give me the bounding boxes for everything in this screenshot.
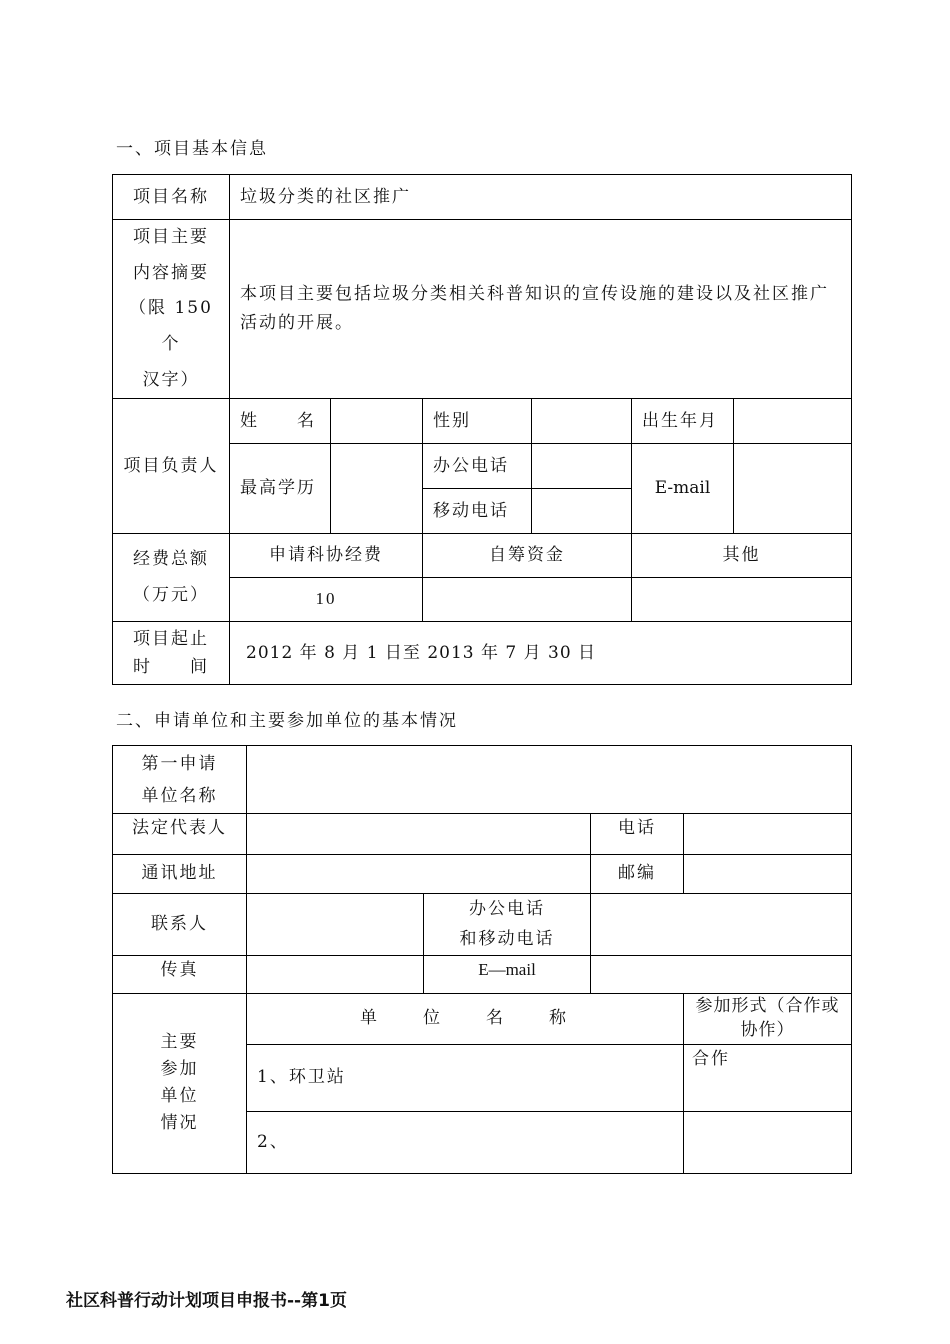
education-value[interactable] [331,444,423,534]
email-label-2: E—mail [424,955,591,993]
name-field-label: 姓 名 [230,399,331,444]
participant-form[interactable] [684,1111,852,1173]
first-unit-label [113,746,247,814]
summary-label-line: 汉字） [142,369,200,390]
funding-header-association: 申请科协经费 [230,534,423,578]
first-unit-label-line: 单位名称 [141,786,218,807]
email-label: E-mail [632,444,734,534]
participants-label-line: 单位 [160,1086,199,1107]
participants-label [113,993,247,1173]
participants-label-line: 主要 [160,1031,199,1052]
summary-label-line: （限 150 个 [129,298,213,355]
period-label-line: 项目起止 [133,628,209,649]
funding-value-self[interactable] [423,578,632,622]
funding-header-other: 其他 [632,534,852,578]
funding-label-line: （万元） [133,584,209,605]
section-2-title: 二、申请单位和主要参加单位的基本情况 [116,711,458,731]
first-unit-label-line: 第一申请 [141,754,218,774]
fax-label: 传真 [113,955,247,993]
contact-label: 联系人 [113,893,247,955]
contact-value[interactable] [247,893,424,955]
funding-value-other[interactable] [632,578,852,622]
contact-phone-label [424,893,591,955]
birth-label: 出生年月 [632,399,734,444]
summary-label-line: 项目主要 [133,227,209,247]
office-phone-label: 办公电话 [423,444,532,489]
participant-form[interactable]: 合作 [684,1044,852,1111]
legal-rep-value[interactable] [247,813,591,854]
postcode-label: 邮编 [591,854,684,893]
participation-form-header: 参加形式（合作或协作） [684,993,852,1044]
contact-phone-value[interactable] [591,893,852,955]
gender-label: 性别 [423,399,532,444]
summary-label-line: 内容摘要 [133,262,209,283]
contact-phone-label-line: 和移动电话 [459,929,555,950]
project-name-label: 项目名称 [113,175,230,220]
address-value[interactable] [247,854,591,893]
gender-value[interactable] [532,399,632,444]
participants-label-line: 情况 [160,1113,199,1134]
participant-unit-name[interactable]: 2、 [247,1111,684,1173]
legal-rep-label: 法定代表人 [113,813,247,854]
education-label: 最高学历 [230,444,331,534]
name-field-value[interactable] [331,399,423,444]
address-label: 通讯地址 [113,854,247,893]
summary-label [113,220,230,399]
leader-label: 项目负责人 [113,399,230,534]
office-phone-value[interactable] [532,444,632,489]
participants-label-line: 参加 [160,1059,199,1080]
period-label-line: 时 间 [133,657,209,678]
unit-info-table [112,745,852,1174]
project-info-table [112,174,852,685]
birth-value[interactable] [734,399,852,444]
email-value-2[interactable] [591,955,852,993]
funding-label-line: 经费总额 [133,549,209,570]
summary-value[interactable]: 本项目主要包括垃圾分类相关科普知识的宣传设施的建设以及社区推广活动的开展。 [230,220,852,399]
period-value[interactable]: 2012 年 8 月 1 日至 2013 年 7 月 30 日 [230,622,852,685]
postcode-value[interactable] [684,854,852,893]
contact-phone-label-line: 办公电话 [469,898,545,919]
period-label [113,622,230,685]
participant-unit-name[interactable]: 1、环卫站 [247,1044,684,1111]
unit-name-header: 单 位 名 称 [247,993,684,1044]
first-unit-value[interactable] [247,746,852,814]
section-1-title: 一、项目基本信息 [116,139,268,159]
mobile-phone-label: 移动电话 [423,489,532,534]
fax-value[interactable] [247,955,424,993]
phone-label: 电话 [591,813,684,854]
page-footer: 社区科普行动计划项目申报书--第1页 [66,1291,347,1311]
project-name-value[interactable]: 垃圾分类的社区推广 [230,175,852,220]
funding-value-association[interactable]: 10 [230,578,423,622]
funding-label [113,534,230,622]
mobile-phone-value[interactable] [532,489,632,534]
funding-header-self: 自筹资金 [423,534,632,578]
email-value[interactable] [734,444,852,534]
phone-value[interactable] [684,813,852,854]
